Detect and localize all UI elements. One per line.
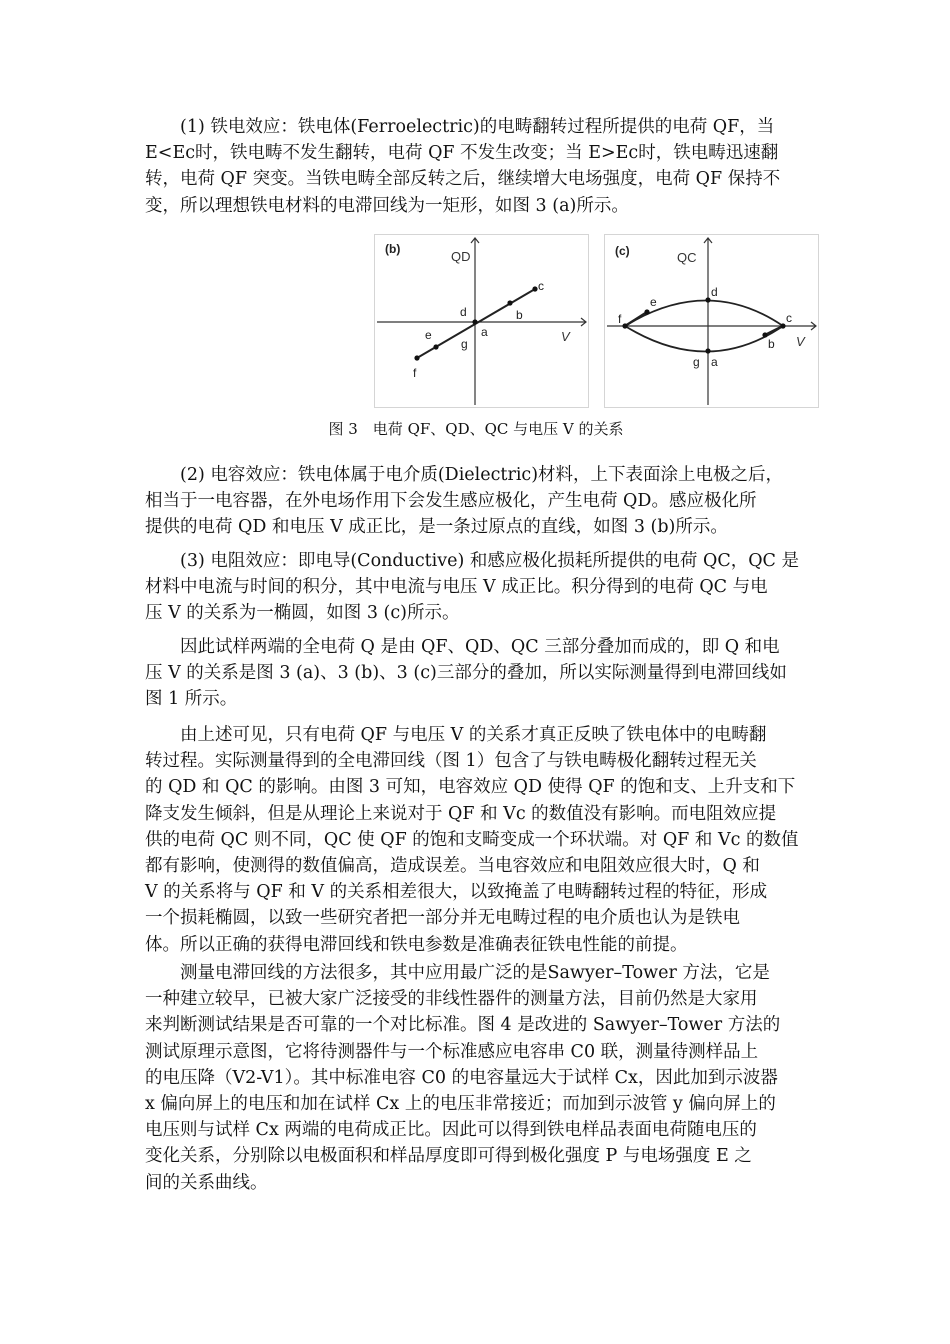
figure-caption: 图 3 电荷 QF、QD、QC 与电压 V 的关系 xyxy=(328,420,624,438)
text-line: 变化关系，分别除以电极面积和样品厚度即可得到极化强度 P 与电场强度 E 之 xyxy=(145,1146,752,1167)
text-line: 供的电荷 QC 则不同，QC 使 QF 的饱和支畸变成一个环状端。对 QF 和 Vc 的数值 xyxy=(145,829,799,850)
point-label-b: b xyxy=(768,337,775,351)
point-label-c: c xyxy=(538,279,544,293)
text-line: 一种建立较早，已被大家广泛接受的非线性器件的测量方法，目前仍然是大家用 xyxy=(145,989,758,1010)
text-line: (2) 电容效应：铁电体属于电介质(Dielectric)材料，上下表面涂上电极之后， xyxy=(180,465,784,485)
text-line: 因此试样两端的全电荷 Q 是由 QF、QD、QC 三部分叠加而成的，即 Q 和电 xyxy=(180,637,780,657)
panel-b-plot xyxy=(375,235,588,407)
point-c xyxy=(532,286,537,291)
text-line: 一个损耗椭圆，以致一些研究者把一部分并无电畴过程的电介质也认为是铁电 xyxy=(145,908,740,929)
qc-lower-arc xyxy=(625,326,783,352)
point-f xyxy=(622,323,627,328)
text-line: 间的关系曲线。 xyxy=(145,1172,268,1193)
panel-tag: (b) xyxy=(385,242,401,256)
y-axis-label: QC xyxy=(677,250,697,265)
figure-panel-b xyxy=(374,234,589,408)
point-label-a: a xyxy=(711,355,718,369)
point-c xyxy=(780,323,785,328)
y-axis-label: QD xyxy=(451,249,471,264)
text-line: 来判断测试结果是否可靠的一个对比标准。图 4 是改进的 Sawyer–Tower 方法的 xyxy=(145,1015,781,1036)
point-e xyxy=(644,309,649,314)
point-f xyxy=(414,355,419,360)
text-line: (3) 电阻效应：即电导(Conductive) 和感应极化损耗所提供的电荷 QC，QC 是 xyxy=(180,551,800,571)
text-line: x 偏向屏上的电压和加在试样 Cx 上的电压非常接近；而加到示波管 y 偏向屏上的 xyxy=(145,1094,776,1115)
text-line: 体。所以正确的获得电滞回线和铁电参数是准确表征铁电性能的前提。 xyxy=(145,934,688,955)
text-line: E<Ec时，铁电畴不发生翻转，电荷 QF 不发生改变；当 E>Ec时，铁电畴迅速翻 xyxy=(145,143,779,164)
paragraph-ferroelectric-effect xyxy=(145,114,807,219)
point-label-b: b xyxy=(516,308,523,322)
paragraph-sawyer-tower xyxy=(145,960,807,1196)
text-line: 测试原理示意图，它将待测器件与一个标准感应电容串 C0 联，测量待测样品上 xyxy=(145,1041,759,1062)
text-line: 压 V 的关系是图 3 (a)、3 (b)、3 (c)三部分的叠加，所以实际测量得到电滞回线如 xyxy=(145,663,787,684)
point-b xyxy=(507,300,512,305)
point-b xyxy=(762,332,767,337)
text-line: 都有影响，使测得的数值偏高，造成误差。当电容效应和电阻效应很大时，Q 和 xyxy=(145,856,760,877)
text-line: 的电压降（V2-V1）。其中标准电容 C0 的电容量远大于试样 Cx，因此加到示波器 xyxy=(145,1067,778,1088)
text-line: 变，所以理想铁电材料的电滞回线为一矩形，如图 3 (a)所示。 xyxy=(145,195,629,216)
x-axis-label: V xyxy=(561,329,570,344)
text-line: (1) 铁电效应：铁电体(Ferroelectric)的电畴翻转过程所提供的电荷 QF，当 xyxy=(180,117,775,137)
text-line: 由上述可见，只有电荷 QF 与电压 V 的关系才真正反映了铁电体中的电畴翻 xyxy=(180,725,767,745)
text-line: V 的关系将与 QF 和 V 的关系相差很大，以致掩盖了电畴翻转过程的特征，形成 xyxy=(145,882,768,903)
point-d xyxy=(705,297,710,302)
text-line: 转，电荷 QF 突变。当铁电畴全部反转之后，继续增大电场强度，电荷 QF 保持不 xyxy=(145,169,781,190)
point-label-g: g xyxy=(693,355,700,369)
point-label-e: e xyxy=(650,295,657,309)
figure-panel-c xyxy=(604,234,819,408)
paragraph-analysis xyxy=(145,722,807,958)
point-label-d: d xyxy=(711,285,718,299)
point-a xyxy=(705,348,710,353)
point-label-f: f xyxy=(618,312,622,326)
paragraph-total-charge xyxy=(145,634,807,713)
paragraph-capacitance-effect xyxy=(145,462,807,541)
point-label-d: d xyxy=(460,305,467,319)
qc-segment-cb xyxy=(765,326,783,335)
text-line: 材料中电流与时间的积分，其中电流与电压 V 成正比。积分得到的电荷 QC 与电 xyxy=(145,577,768,598)
text-line: 压 V 的关系为一椭圆，如图 3 (c)所示。 xyxy=(145,603,460,624)
figure-3 xyxy=(374,234,822,406)
point-label-a: a xyxy=(481,325,488,339)
text-line: 测量电滞回线的方法很多，其中应用最广泛的是Sawyer–Tower 方法，它是 xyxy=(180,963,770,983)
text-line: 相当于一电容器，在外电场作用下会发生感应极化，产生电荷 QD。感应极化所 xyxy=(145,491,757,512)
point-label-f: f xyxy=(413,366,417,380)
point-label-c: c xyxy=(786,311,792,325)
point-label-g: g xyxy=(461,337,468,351)
point-origin xyxy=(472,319,477,324)
point-label-e: e xyxy=(425,328,432,342)
text-line: 电压则与试样 Cx 两端的电荷成正比。因此可以得到铁电样品表面电荷随电压的 xyxy=(145,1120,757,1141)
text-line: 提供的电荷 QD 和电压 V 成正比，是一条过原点的直线，如图 3 (b)所示。 xyxy=(145,517,728,538)
text-line: 图 1 所示。 xyxy=(145,689,238,710)
panel-c-plot xyxy=(605,235,818,407)
point-e xyxy=(433,344,438,349)
text-line: 的 QD 和 QC 的影响。由图 3 可知，电容效应 QD 使得 QF 的饱和支、上升支和下 xyxy=(145,777,796,798)
paragraph-resistance-effect xyxy=(145,548,807,627)
x-axis-label: V xyxy=(796,334,805,349)
text-line: 转过程。实际测量得到的全电滞回线（图 1）包含了与铁电畴极化翻转过程无关 xyxy=(145,751,757,772)
qc-segment-fe xyxy=(625,312,647,326)
text-line: 降支发生倾斜，但是从理论上来说对于 QF 和 Vc 的数值没有影响。而电阻效应提 xyxy=(145,803,777,824)
panel-tag: (c) xyxy=(615,244,630,258)
